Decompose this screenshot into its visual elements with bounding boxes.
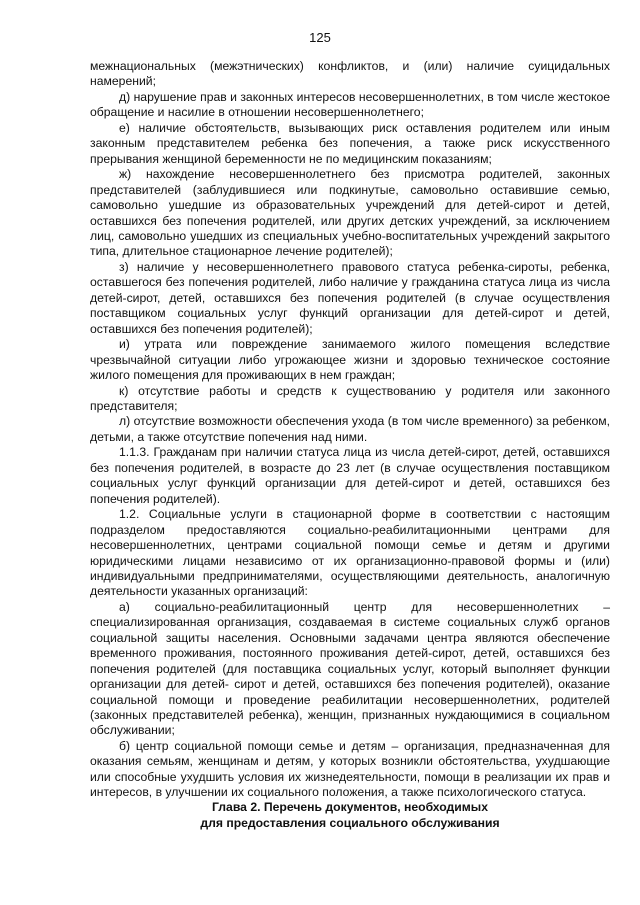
paragraph: и) утрата или повреждение занимаемого жилого помещения вследствие чрезвычайной ситуации либо угрожающее жизни и здоровью техническое состояние жилого помещения для проживающих в нем граждан;: [90, 337, 610, 383]
paragraph: к) отсутствие работы и средств к существованию у родителя или законного представителя;: [90, 383, 610, 413]
chapter-heading-line-2: для предоставления социального обслуживания: [200, 815, 500, 830]
paragraph: л) отсутствие возможности обеспечения ухода (в том числе временного) за ребенком, детьми, а также отсутствие попечения над ними.: [90, 414, 610, 444]
paragraph: 1.2. Социальные услуги в стационарной форме в соответствии с настоящим подразделом предоставляются социально-реабилитационными центрами для несовершеннолетних, центрами социальной помощи семье и детям и другими юридическими лицами независимо от их организационно-правовой формы и (или) индивидуальными предпринимателями, осуществляющими деятельность, аналогичную деятельности указанных организаций:: [90, 507, 610, 599]
paragraph: д) нарушение прав и законных интересов несовершеннолетних, в том числе жестокое обращение и насилие в отношении несовершеннолетнего;: [90, 89, 610, 120]
paragraph: ж) нахождение несовершеннолетнего без присмотра родителей, законных представителей (заблудившиеся или подкинутые, самовольно оставившие семью, самовольно ушедшие из образовательных учреждений для детей-сирот и детей, оставшихся без попечения родителей, или других детских учреждений, за исключением лиц, самовольно ушедших из специальных учебно-воспитательных учреждений закрытого типа, длительное стационарное лечение родителей);: [90, 167, 610, 259]
paragraph: е) наличие обстоятельств, вызывающих риск оставления родителем или иным законным представителем ребенка без попечения, а также риск искусственного прерывания женщиной беременности не по медицинским показаниям;: [90, 120, 610, 166]
paragraph: а) социально-реабилитационный центр для несовершеннолетних – специализированная организация, создаваемая в системе социальных служб органов социальной защиты населения. Основными задачами центра являются обеспечение временного проживания, постоянного проживания детей-сирот, детей, оставшихся без попечения родителей (для поставщика социальных услуг, который выполняет функции организации для детей- сирот и детей, оставшихся без попечения родителей), оказание социальной помощи и проведение реабилитации несовершеннолетних, родителей (законных представителей ребенка), женщин, признанных нуждающимися в социальном обслуживании;: [90, 599, 610, 738]
body-text: [90, 59, 610, 801]
page-number: 125: [309, 30, 331, 45]
paragraph: 1.1.3. Гражданам при наличии статуса лица из числа детей-сирот, детей, оставшихся без попечения родителей, в возрасте до 23 лет (в случае осуществления поставщиком социальных услуг функций организации для детей-сирот и детей, оставшихся без попечения родителей).: [90, 445, 610, 506]
chapter-heading-line-1: Глава 2. Перечень документов, необходимых: [212, 800, 488, 814]
chapter-heading: [90, 800, 610, 831]
paragraph: б) центр социальной помощи семье и детям – организация, предназначенная для оказания семьям, женщинам и детям, у которых возникли обстоятельства, ухудшающие или способные ухудшить условия их жизнедеятельности, помощи в реализации их прав и интересов, в улучшении их социального положения, а также психологического статуса.: [90, 738, 610, 800]
paragraph: з) наличие у несовершеннолетнего правового статуса ребенка-сироты, ребенка, оставшегося без попечения родителей, либо наличие у гражданина статуса лица из числа детей-сирот, детей, оставшихся без попечения родителей (в случае осуществления поставщиком социальных услуг функций организации для детей-сирот и детей, оставшихся без попечения родителей);: [90, 259, 610, 336]
paragraph: межнациональных (межэтнических) конфликтов, и (или) наличие суицидальных намерений;: [90, 59, 610, 89]
